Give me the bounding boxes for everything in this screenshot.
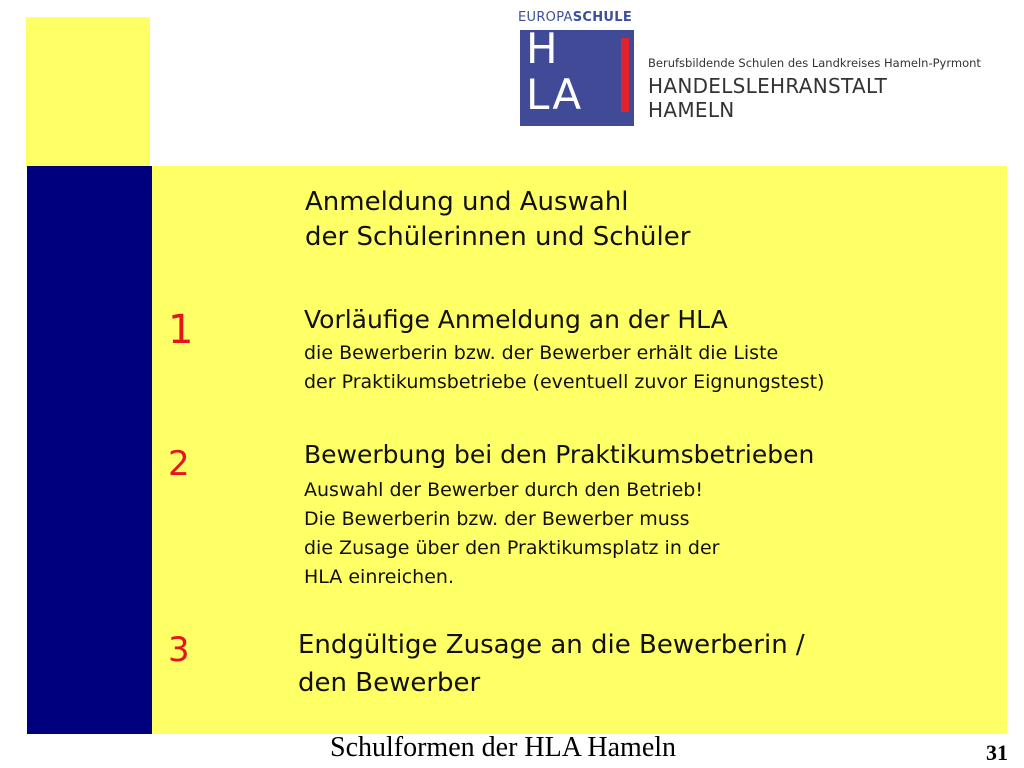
logo-subtitle: Berufsbildende Schulen des Landkreises Hameln-Pyrmont [648, 56, 981, 70]
logo-emblem [520, 24, 634, 126]
slide-heading: Anmeldung und Auswahl der Schülerinnen und Schüler [305, 187, 691, 252]
logo-letters: H LA [526, 24, 584, 119]
step-number-3: 3 [168, 630, 190, 670]
logo-red-bar [621, 38, 629, 112]
step-number-2: 2 [168, 444, 190, 484]
decorative-yellow-block-top [26, 17, 150, 167]
europaschule-label: EUROPASCHULE [518, 10, 633, 25]
step-number-1: 1 [168, 307, 194, 353]
decorative-navy-sidebar [27, 166, 152, 734]
step-3-title: Endgültige Zusage an die Bewerberin / den Bewerber [298, 630, 805, 698]
school-logo [518, 10, 1018, 130]
step-2-description: Auswahl der Bewerber durch den Betrieb! Die Bewerberin bzw. der Bewerber muss die Zusage über den Praktikumsplatz in der HLA einreichen. [304, 479, 720, 588]
logo-school-name: HANDELSLEHRANSTALT HAMELN [648, 74, 888, 122]
step-1-description: die Bewerberin bzw. der Bewerber erhält die Liste der Praktikumsbetriebe (eventuell zuvor Eignungstest) [304, 342, 825, 393]
step-1-title: Vorläufige Anmeldung an der HLA [304, 305, 728, 334]
page-number: 31 [986, 740, 1008, 765]
footer-title: Schulformen der HLA Hameln [330, 732, 677, 763]
step-2-title: Bewerbung bei den Praktikumsbetrieben [304, 440, 815, 469]
